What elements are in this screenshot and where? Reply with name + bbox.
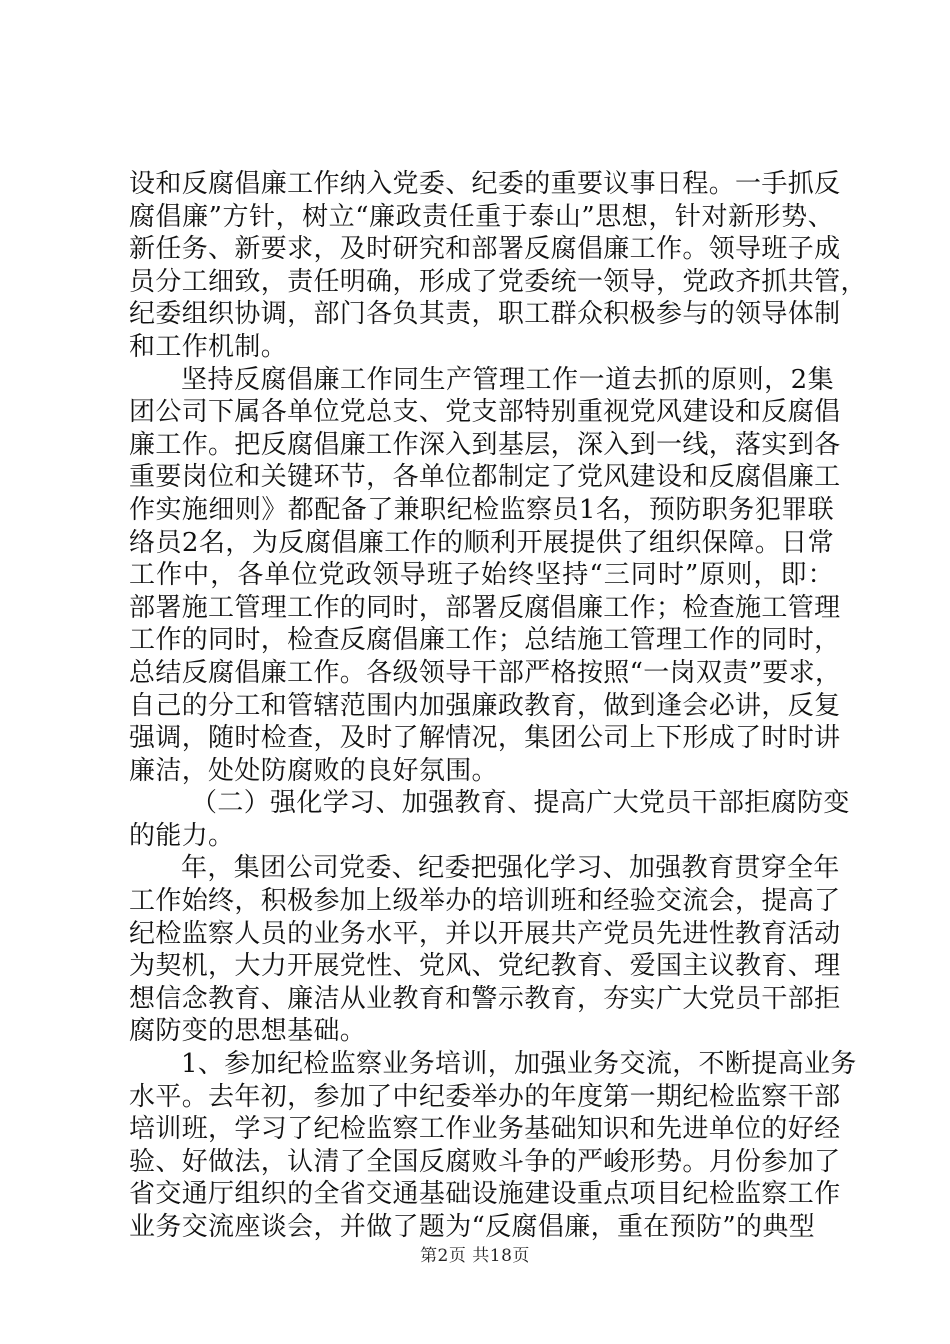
- paragraph-line: 新任务、新要求，及时研究和部署反腐倡廉工作。领导班子成: [129, 234, 841, 265]
- paragraph-line: 为契机，大力开展党性、党风、党纪教育、爱国主议教育、理: [129, 951, 841, 982]
- paragraph-line: 1、参加纪检监察业务培训，加强业务交流，不断提高业务: [181, 1049, 857, 1080]
- paragraph-line: 验、好做法，认清了全国反腐败斗争的严峻形势。月份参加了: [129, 1146, 841, 1177]
- paragraph-line: 的能力。: [129, 820, 235, 851]
- paragraph-line: 腐防变的思想基础。: [129, 1016, 367, 1047]
- paragraph-line: 工作始终，积极参加上级举办的培训班和经验交流会，提高了: [129, 886, 841, 917]
- paragraph-line: 团公司下属各单位党总支、党支部特别重视党风建设和反腐倡: [129, 397, 841, 428]
- paragraph-line: 和工作机制。: [129, 331, 288, 362]
- paragraph: [129, 852, 841, 1048]
- paragraph-line: 水平。去年初，参加了中纪委举办的年度第一期纪检监察干部: [129, 1081, 841, 1112]
- paragraph-line: 自己的分工和管辖范围内加强廉政教育，做到逢会必讲，反复: [129, 690, 841, 721]
- paragraph: [129, 364, 842, 788]
- paragraph-line: 业务交流座谈会，并做了题为“反腐倡廉，重在预防”的典型: [129, 1212, 816, 1242]
- paragraph-line: 坚持反腐倡廉工作同生产管理工作一道去抓的原则，2集: [181, 364, 834, 395]
- paragraph-line: 年，集团公司党委、纪委把强化学习、加强教育贯穿全年: [181, 853, 840, 884]
- page-footer: 第2页 共18页: [420, 1246, 530, 1266]
- paragraph: [129, 787, 850, 852]
- paragraph-line: 纪检监察人员的业务水平，并以开展共产党员先进性教育活动: [129, 918, 841, 949]
- paragraph-line: 员分工细致，责任明确，形成了党委统一领导，党政齐抓共管，: [129, 266, 867, 297]
- paragraph-line: 强调，随时检查，及时了解情况，集团公司上下形成了时时讲: [129, 723, 841, 754]
- paragraph-line: 纪委组织协调，部门各负其责，职工群众积极参与的领导体制: [129, 299, 841, 330]
- paragraph-line: 廉洁，处处防腐败的良好氛围。: [129, 755, 498, 786]
- paragraph-line: 省交通厅组织的全省交通基础设施建设重点项目纪检监察工作: [129, 1179, 841, 1210]
- paragraph-line: 工作中，各单位党政领导班子始终坚持“三同时”原则，即：: [129, 560, 834, 591]
- document-body: [129, 168, 867, 1244]
- paragraph-line: 廉工作。把反腐倡廉工作深入到基层，深入到一线，落实到各: [129, 429, 841, 460]
- paragraph-line: 设和反腐倡廉工作纳入党委、纪委的重要议事日程。一手抓反: [129, 169, 841, 199]
- paragraph-line: 想信念教育、廉洁从业教育和警示教育，夯实广大党员干部拒: [129, 983, 841, 1014]
- paragraph-line: 工作的同时，检查反腐倡廉工作；总结施工管理工作的同时，: [129, 625, 841, 656]
- paragraph-line: 作实施细则》都配备了兼职纪检监察员1名，预防职务犯罪联: [129, 494, 834, 525]
- paragraph-line: 络员2名，为反腐倡廉工作的顺利开展提供了组织保障。日常: [129, 527, 834, 558]
- paragraph-line: （二）强化学习、加强教育、提高广大党员干部拒腐防变: [191, 788, 850, 819]
- paragraph: [129, 168, 867, 364]
- paragraph: [129, 1048, 857, 1244]
- paragraph-line: 部署施工管理工作的同时，部署反腐倡廉工作；检查施工管理: [129, 592, 841, 623]
- paragraph-line: 重要岗位和关键环节，各单位都制定了党风建设和反腐倡廉工: [129, 462, 841, 493]
- paragraph-line: 总结反腐倡廉工作。各级领导干部严格按照“一岗双责”要求，: [129, 657, 842, 688]
- paragraph-line: 腐倡廉”方针，树立“廉政责任重于泰山”思想，针对新形势、: [129, 201, 834, 232]
- paragraph-line: 培训班，学习了纪检监察工作业务基础知识和先进单位的好经: [129, 1114, 841, 1145]
